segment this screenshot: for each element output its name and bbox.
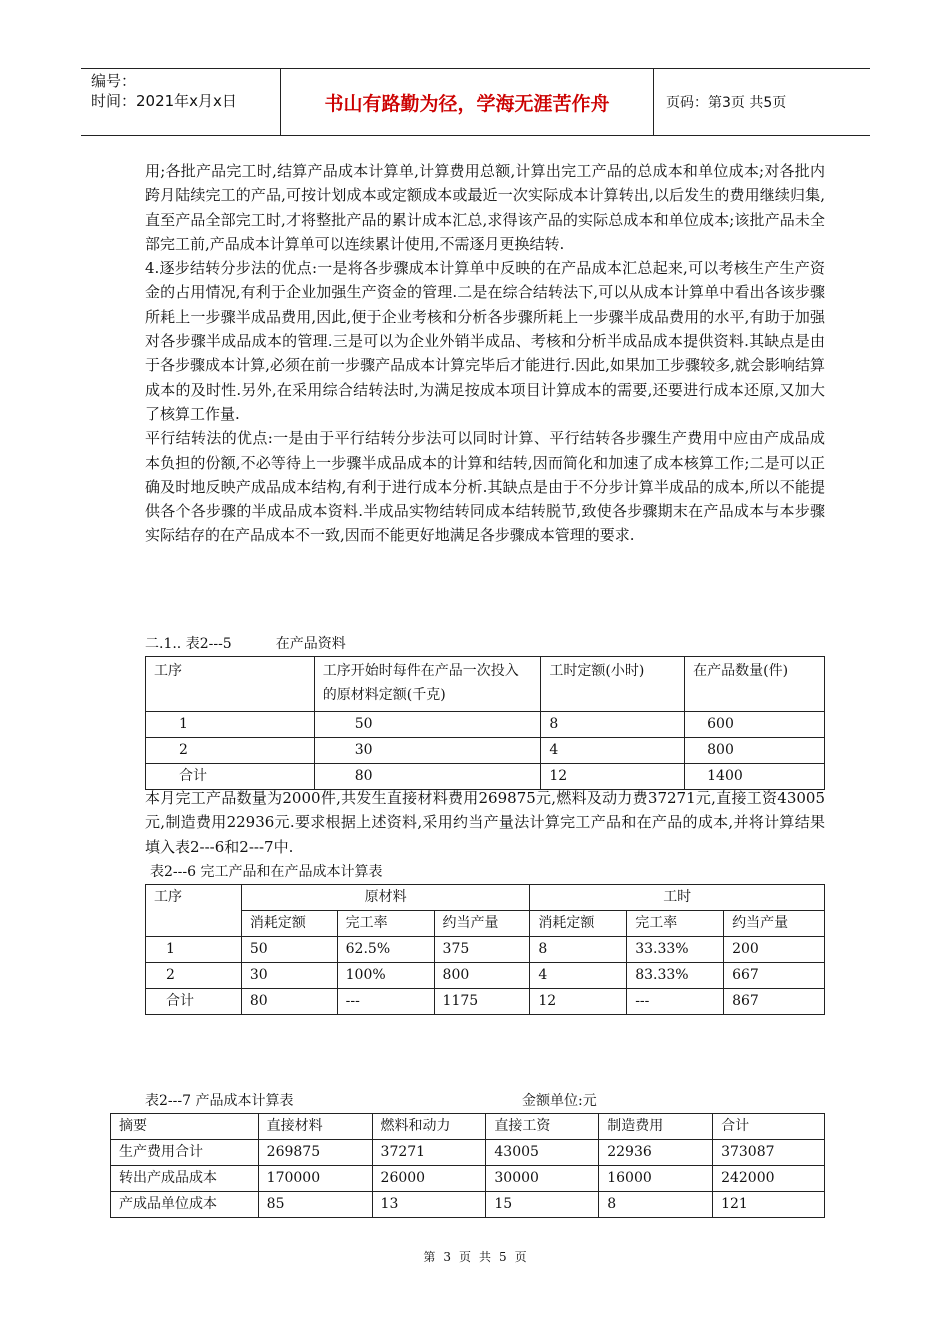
table2-caption: 表2---6 完工产品和在产品成本计算表 [150,864,383,880]
table-cell: 62.5% [337,937,434,963]
table-cell: 30 [314,738,541,764]
table-cell: 375 [434,937,530,963]
table-header-cell: 摘要 [111,1114,259,1140]
table-row [146,937,825,963]
table-cell: 37271 [372,1140,486,1166]
table-row [146,738,825,764]
section-title [145,633,346,653]
table-header-cell: 在产品数量(件) [685,657,825,712]
table-cell: 800 [434,963,530,989]
table-header-cell: 工时 [530,885,825,911]
table-cell: 30 [241,963,337,989]
table-header-cell: 工时定额(小时) [541,657,685,712]
table-header-cell: 合计 [713,1114,825,1140]
table-header-cell: 燃料和动力 [372,1114,486,1140]
table-cell: 16000 [599,1166,713,1192]
table-header-cell: 完工率 [337,911,434,937]
table-cell: 80 [241,989,337,1015]
table-cell: 12 [541,764,685,790]
table-cell: 13 [372,1192,486,1218]
table-row [146,963,825,989]
table-row [111,1192,825,1218]
table-cell: 80 [314,764,541,790]
page-header [81,68,870,136]
table-cell: 合计 [146,989,242,1015]
body-text [145,159,825,548]
table-header-cell: 约当产量 [434,911,530,937]
table-cell: 800 [685,738,825,764]
table-cell: 242000 [713,1166,825,1192]
paragraph: 4.逐步结转分步法的优点:一是将各步骤成本计算单中反映的在产品成本汇总起来,可以考核生产生产资金的占用情况,有利于企业加强生产资金的管理.二是在综合结转法下,可以从成本计算单中看出各该步骤所耗上一步骤半成品费用,因此,便于企业考核和分析各步骤所耗上一步骤半成品费用的水平,有助于加强对各步骤半成品成本的管理.三是可以为企业外销半成品、考核和分析半成品成本提供资料.其缺点是由于各步骤成本计算,必须在前一步骤产品成本计算完毕后才能进行.因此,如果加工步骤较多,就会影响结算成本的及时性.另外,在采用综合结转法时,为满足按成本项目计算成本的需要,还要进行成本还原,又加大了核算工作量. [145,259,825,423]
table-header-row [111,1114,825,1140]
section-title-prefix: 二.1.. 表2---5 [145,636,232,652]
table-cell: 2 [146,738,315,764]
header-motto: 书山有路勤为径，学海无涯苦作舟 [281,69,654,135]
work-in-process-table [145,656,825,790]
table-cell: 2 [146,963,242,989]
table-cell: 373087 [713,1140,825,1166]
table-cell: 1 [146,712,315,738]
footer-page-number: 3 [443,1250,451,1264]
table-cell: 生产费用合计 [111,1140,259,1166]
problem-description: 本月完工产品数量为2000件,共发生直接材料费用269875元,燃料及动力费37271元,直接工资43005元,制造费用22936元.要求根据上述资料,采用约当产量法计算完工产品和在产品的成本,并将计算结果填入表2---6和2---7中. [145,789,825,856]
table3-caption [145,1090,645,1110]
table-cell: 600 [685,712,825,738]
table-cell: 产成品单位成本 [111,1192,259,1218]
table-cell: 30000 [486,1166,599,1192]
table-header-cell: 工序 [146,885,242,937]
table-cell: 1175 [434,989,530,1015]
table-cell: 4 [541,738,685,764]
table-header-cell: 工序开始时每件在产品一次投入的原材料定额(千克) [314,657,541,712]
table-cell: 1 [146,937,242,963]
time-label: 时间：2021年x月x日 [91,92,237,110]
table-cell: 8 [530,937,627,963]
footer-ye2: 页 [514,1250,527,1264]
section-title-name: 在产品资料 [275,636,346,652]
table-header-cell: 制造费用 [599,1114,713,1140]
table-cell: 转出产成品成本 [111,1166,259,1192]
table-cell: 50 [314,712,541,738]
table-cell: 85 [258,1192,372,1218]
table-cell: 8 [541,712,685,738]
table-cell: 200 [724,937,825,963]
table-cell: 1400 [685,764,825,790]
table-cell: 100% [337,963,434,989]
table-row [111,1140,825,1166]
footer-total-pages: 5 [499,1250,507,1264]
table-header-row [146,885,825,911]
equivalent-units-table [145,884,825,1015]
header-page-info: 页码：第3页 共5页 [666,95,787,111]
table-cell: 12 [530,989,627,1015]
table-header-cell: 原材料 [241,885,530,911]
table-header-cell: 约当产量 [724,911,825,937]
table-header-cell: 完工率 [627,911,724,937]
table-header-row [146,911,825,937]
table-header-cell: 工序 [146,657,315,712]
code-label: 编号： [91,72,137,90]
table-cell: 170000 [258,1166,372,1192]
table-header-cell: 直接材料 [258,1114,372,1140]
table-cell: 83.33% [627,963,724,989]
table-cell: 269875 [258,1140,372,1166]
header-meta [81,69,281,135]
table-cell: 15 [486,1192,599,1218]
table-cell: 4 [530,963,627,989]
page-footer [0,1248,950,1265]
footer-di: 第 [423,1250,436,1264]
footer-ye: 页 [458,1250,471,1264]
table-header-cell: 消耗定额 [241,911,337,937]
table-cell: 43005 [486,1140,599,1166]
table-cell: 33.33% [627,937,724,963]
table-cell: 26000 [372,1166,486,1192]
table-cell: 667 [724,963,825,989]
table-header-cell: 消耗定额 [530,911,627,937]
table-cell: 8 [599,1192,713,1218]
table-cell: 合计 [146,764,315,790]
table-row [146,712,825,738]
table3-title: 表2---7 产品成本计算表 [145,1093,294,1109]
paragraph: 平行结转法的优点:一是由于平行结转分步法可以同时计算、平行结转各步骤生产费用中应由产成品成本负担的份额,不必等待上一步骤半成品成本的计算和结转,因而简化和加速了成本核算工作;二是可以正确及时地反映产成品成本结构,有利于进行成本分析.其缺点是由于不分步计算半成品的成本,所以不能提供各个各步骤的半成品成本资料.半成品实物结转同成本结转脱节,致使各步骤期末在产品成本与本步骤实际结存的在产品成本不一致,因而不能更好地满足各步骤成本管理的要求. [145,429,825,545]
paragraph: 用;各批产品完工时,结算产品成本计算单,计算费用总额,计算出完工产品的总成本和单位成本;对各批内跨月陆续完工的产品,可按计划成本或定额成本或最近一次实际成本计算转出,以后发生的费用继续归集,直至产品全部完工时,才将整批产品的累计成本汇总,求得该产品的实际总成本和单位成本;该批产品未全部完工前,产品成本计算单可以连续累计使用,不需逐月更换结转. [145,162,825,253]
table-header-row [146,657,825,712]
table-cell: 50 [241,937,337,963]
table-cell: 121 [713,1192,825,1218]
footer-gong: 共 [479,1250,492,1264]
table-cell: --- [627,989,724,1015]
product-cost-table [110,1113,825,1218]
table-cell: 867 [724,989,825,1015]
table-row [146,989,825,1015]
table-row [111,1166,825,1192]
table-cell: 22936 [599,1140,713,1166]
table3-unit: 金额单位:元 [522,1093,597,1109]
table-cell: --- [337,989,434,1015]
table-header-cell: 直接工资 [486,1114,599,1140]
